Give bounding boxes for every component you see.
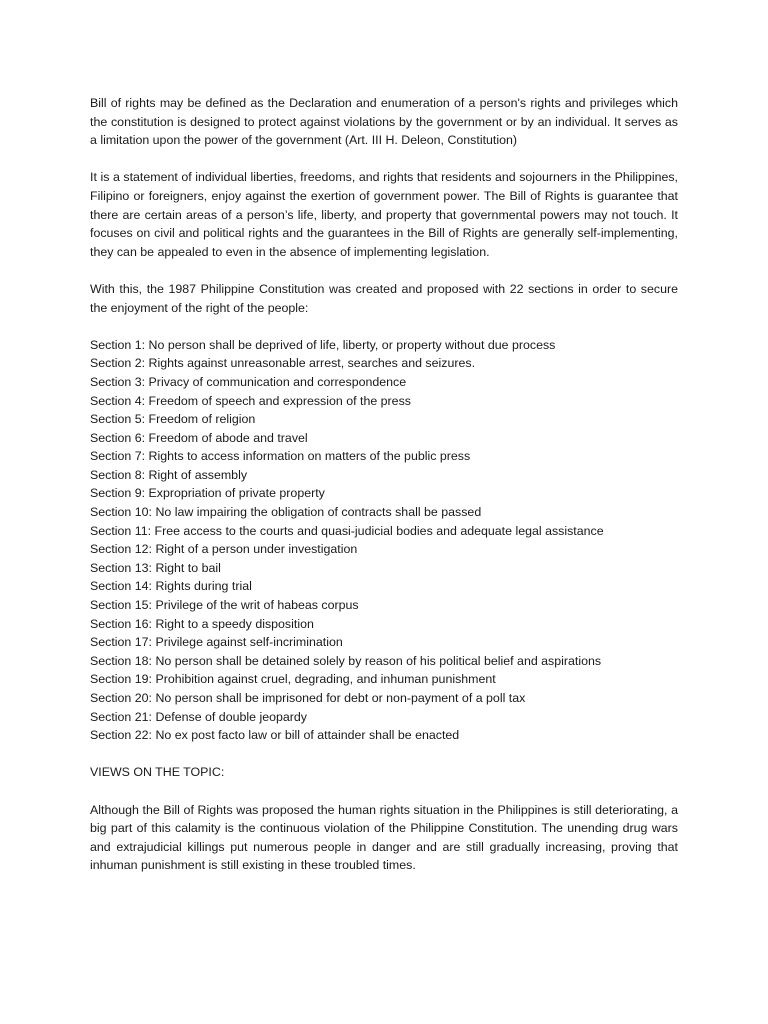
section-item: Section 8: Right of assembly xyxy=(90,467,248,482)
section-item: Section 11: Free access to the courts and quasi-judicial bodies and adequate legal assistance xyxy=(90,523,604,538)
section-item: Section 16: Right to a speedy disposition xyxy=(90,616,314,631)
section-item: Section 19: Prohibition against cruel, degrading, and inhuman punishment xyxy=(90,672,496,687)
section-item: Section 1: No person shall be deprived of life, liberty, or property without due process xyxy=(90,337,556,352)
views-paragraph: Although the Bill of Rights was proposed the human rights situation in the Philippines is still deteriorating, a big part of this calamity is the continuous violation of the Philippine Constitution. The unending drug wars and extrajudicial killings put numerous people in danger and are still gradually increasing, proving that inhuman punishment is still existing in these troubled times. xyxy=(90,802,678,873)
section-item: Section 7: Rights to access information on matters of the public press xyxy=(90,449,471,464)
section-item: Section 3: Privacy of communication and correspondence xyxy=(90,374,407,389)
section-item: Section 2: Rights against unreasonable arrest, searches and seizures. xyxy=(90,356,476,371)
views-heading: VIEWS ON THE TOPIC: xyxy=(90,765,225,780)
section-item: Section 17: Privilege against self-incrimination xyxy=(90,635,343,650)
intro-paragraph-statement: It is a statement of individual liberties, freedoms, and rights that residents and sojourners in the Philippines, Filipino or foreigners, enjoy against the exertion of government power. The Bill of Rights is guarantee that there are certain areas of a person’s life, liberty, and property that governmental powers may not touch. It focuses on civil and political rights and the guarantees in the Bill of Rights are generally self-implementing, they can be appealed to even in the absence of implementing legislation. xyxy=(90,170,678,259)
section-item: Section 14: Rights during trial xyxy=(90,579,252,594)
intro-paragraph-definition: Bill of rights may be defined as the Declaration and enumeration of a person's rights and privileges which the constitution is designed to protect against violations by the government or by an individual. It serves as a limitation upon the power of the government (Art. III H. Deleon, Constitution) xyxy=(90,96,678,148)
intro-paragraph-constitution: With this, the 1987 Philippine Constitution was created and proposed with 22 sections in order to secure the enjoyment of the right of the people: xyxy=(90,281,678,315)
section-item: Section 9: Expropriation of private property xyxy=(90,486,325,501)
section-item: Section 20: No person shall be imprisoned for debt or non-payment of a poll tax xyxy=(90,691,526,705)
section-item: Section 6: Freedom of abode and travel xyxy=(90,430,308,445)
section-item: Section 12: Right of a person under investigation xyxy=(90,542,358,557)
section-item: Section 21: Defense of double jeopardy xyxy=(90,709,307,724)
section-item: Section 15: Privilege of the writ of habeas corpus xyxy=(90,598,359,613)
document-page xyxy=(90,94,678,894)
section-item: Section 13: Right to bail xyxy=(90,560,221,575)
section-item: Section 10: No law impairing the obligation of contracts shall be passed xyxy=(90,505,482,520)
section-item: Section 18: No person shall be detained solely by reason of his political belief and aspirations xyxy=(90,653,602,668)
sections-list xyxy=(90,336,678,745)
section-item: Section 4: Freedom of speech and expression of the press xyxy=(90,393,411,408)
section-item: Section 22: No ex post facto law or bill of attainder shall be enacted xyxy=(90,728,460,743)
section-item: Section 5: Freedom of religion xyxy=(90,412,256,427)
